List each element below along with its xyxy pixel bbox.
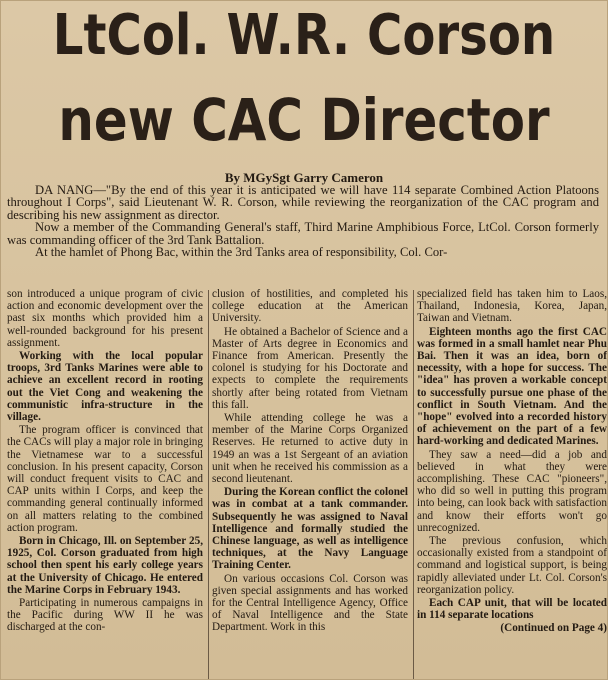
column-paragraph: specialized field has taken him to Laos, Thailand, Indonesia, Korea, Japan, Taiwan and Vietnam. xyxy=(417,288,607,325)
article-intro xyxy=(7,184,599,258)
column-paragraph: While attending college he was a member of the Marine Corps Organized Reserves. He returned to active duty in 1949 an was a 1st Sergeant of an aviation unit when he received his commission as a second lieutenant. xyxy=(212,412,408,486)
continued-notice: (Continued on Page 4) xyxy=(500,622,607,635)
column-2 xyxy=(212,288,408,679)
article-columns xyxy=(7,288,607,679)
column-paragraph: Working with the local popular troops, 3rd Tanks Marines were able to achieve an excellent record in rooting out the Viet Cong and weakening the communistic infra-structure in the village. xyxy=(7,350,203,424)
column-divider xyxy=(413,290,414,679)
column-3 xyxy=(417,288,607,679)
column-paragraph: The previous confusion, which occasionally existed from a standpoint of command and logistical support, is being rapidly alleviated under Lt. Col. Corson's reorganization policy. xyxy=(417,535,607,596)
headline-line-1: LtCol. W.R. Corson xyxy=(52,3,556,68)
column-paragraph: clusion of hostilities, and completed his college education at the American University. xyxy=(212,288,408,325)
intro-paragraph: At the hamlet of Phong Bac, within the 3rd Tanks area of responsibility, Col. Cor- xyxy=(35,245,448,260)
intro-paragraph: Now a member of the Commanding General's staff, Third Marine Amphibious Force, LtCol. Corson formerly was commanding officer of the 3rd Tank Battalion. xyxy=(7,220,599,247)
column-paragraph: Participating in numerous campaigns in the Pacific during WW II he was discharged at the con- xyxy=(7,597,203,634)
headline-line-2: new CAC Director xyxy=(58,86,550,154)
intro-paragraph: DA NANG—"By the end of this year it is anticipated we will have 114 separate Combined Action Platoons throughout I Corps", said Lieutenant W. R. Corson, while reviewing the reorganization of the CAC program and describing his new assignment as director. xyxy=(7,183,599,222)
column-paragraph: Born in Chicago, Ill. on September 25, 1925, Col. Corson graduated from high school then spent his early college years at the University of Chicago. He entered the Marine Corps in February 1943. xyxy=(7,535,203,596)
column-paragraph: The program officer is convinced that the CACs will play a major role in bringing the Vietnamese war to a successful conclusion. In his present capacity, Corson will conduct frequent visits to CAC and CAP units within I Corps, and keep the commanding general continually informed on all matters relating to the combined action program. xyxy=(7,424,203,534)
column-paragraph: During the Korean conflict the colonel was in combat at a tank commander. Subsequently he was assigned to Naval Intelligence and formally studied the Chinese language, as well as intelligence techniques, at the Navy Language Training Center. xyxy=(212,486,408,572)
column-paragraph: Each CAP unit, that will be located in 114 separate locations xyxy=(417,597,607,622)
column-divider xyxy=(208,290,209,679)
column-paragraph: They saw a need—did a job and believed in what they were accomplishing. These CAC "pioneers", who did so well in putting this program into being, can look back with satisfaction and know their efforts won't go unrecognized. xyxy=(417,448,607,534)
column-1 xyxy=(7,288,203,679)
byline: By MGySgt Garry Cameron xyxy=(224,170,384,185)
column-paragraph: On various occasions Col. Corson was given special assignments and has worked for the Central Intelligence Agency, Office of Naval Intelligence and the State Department. Work in this xyxy=(212,572,408,634)
column-paragraph: He obtained a Bachelor of Science and a Master of Arts degree in Economics and Finance from American. Presently the colonel is studying for his Doctorate and expects to complete the requirements shortly after being rotated from Vietnam this fall. xyxy=(212,325,408,411)
column-paragraph: son introduced a unique program of civic action and economic development over the past six months which provided him a well-rounded background for his present assignment. xyxy=(7,288,203,349)
column-paragraph: Eighteen months ago the first CAC was formed in a small hamlet near Phu Bai. Then it was an idea, born of necessity, with a hope for success. The "idea" has proven a workable concept to successfully pursue one phase of the conflict in South Vietnam. And the "hope" evolved into a recorded history of achievement on the part of a few hard-working and dedicated Marines. xyxy=(417,325,607,448)
